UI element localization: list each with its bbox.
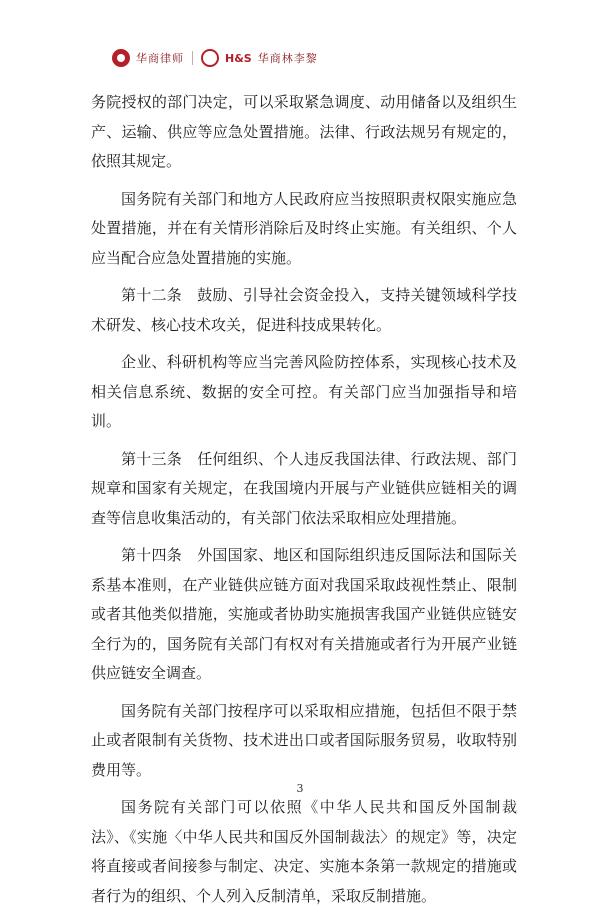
hs-logo-icon [201, 49, 219, 67]
paragraph: 国务院有关部门按程序可以采取相应措施，包括但不限于禁止或者限制有关货物、技术进出口或者国际服务贸易，收取特别费用等。 [91, 701, 517, 779]
paragraph: 企业、科研机构等应当完善风险防控体系，实现核心技术及相关信息系统、数据的安全可控。有关部门应当加强指导和培训。 [91, 353, 517, 430]
article-14: 第十四条 外国国家、地区和国际组织违反国际法和国际关系基本准则，在产业链供应链方面对我国采取歧视性禁止、限制或者其他类似措施，实施或者协助实施损害我国产业链供应链安全行为的，国务院有关部门有权对有关措施或者行为开展产业链供应链安全调查。 [91, 546, 517, 682]
firm-logo-icon [112, 49, 130, 67]
article-12: 第十二条 鼓励、引导社会资金投入，支持关键领域科学技术研发、核心技术攻关，促进科技成果转化。 [91, 286, 517, 334]
paragraph: 国务院有关部门可以依照《中华人民共和国反外国制裁法》、《实施〈中华人民共和国反外国制裁法〉的规定》等，决定将直接或者间接参与制定、决定、实施本条第一款规定的措施或者行为的组织、个人列入反制清单，采取反制措施。 [91, 798, 517, 905]
header-logo [112, 49, 318, 67]
logo-right-text: 华商林李黎 [257, 52, 318, 65]
paragraph-continued: 务院授权的部门决定，可以采取紧急调度、动用储备以及组织生产、运输、供应等应急处置措施。法律、行政法规另有规定的，依照其规定。 [91, 93, 517, 170]
logo-left-text: 华商律师 [136, 52, 184, 65]
paragraph: 国务院有关部门和地方人民政府应当按照职责权限实施应急处置措施，并在有关情形消除后及时终止实施。有关组织、个人应当配合应急处置措施的实施。 [91, 189, 517, 267]
logo-right-badge: H&S [225, 51, 252, 65]
article-13: 第十三条 任何组织、个人违反我国法律、行政法规、部门规章和国家有关规定，在我国境内开展与产业链供应链相关的调查等信息收集活动的，有关部门依法采取相应处理措施。 [91, 449, 517, 527]
logo-divider [192, 51, 193, 65]
page-number: 3 [296, 782, 304, 795]
